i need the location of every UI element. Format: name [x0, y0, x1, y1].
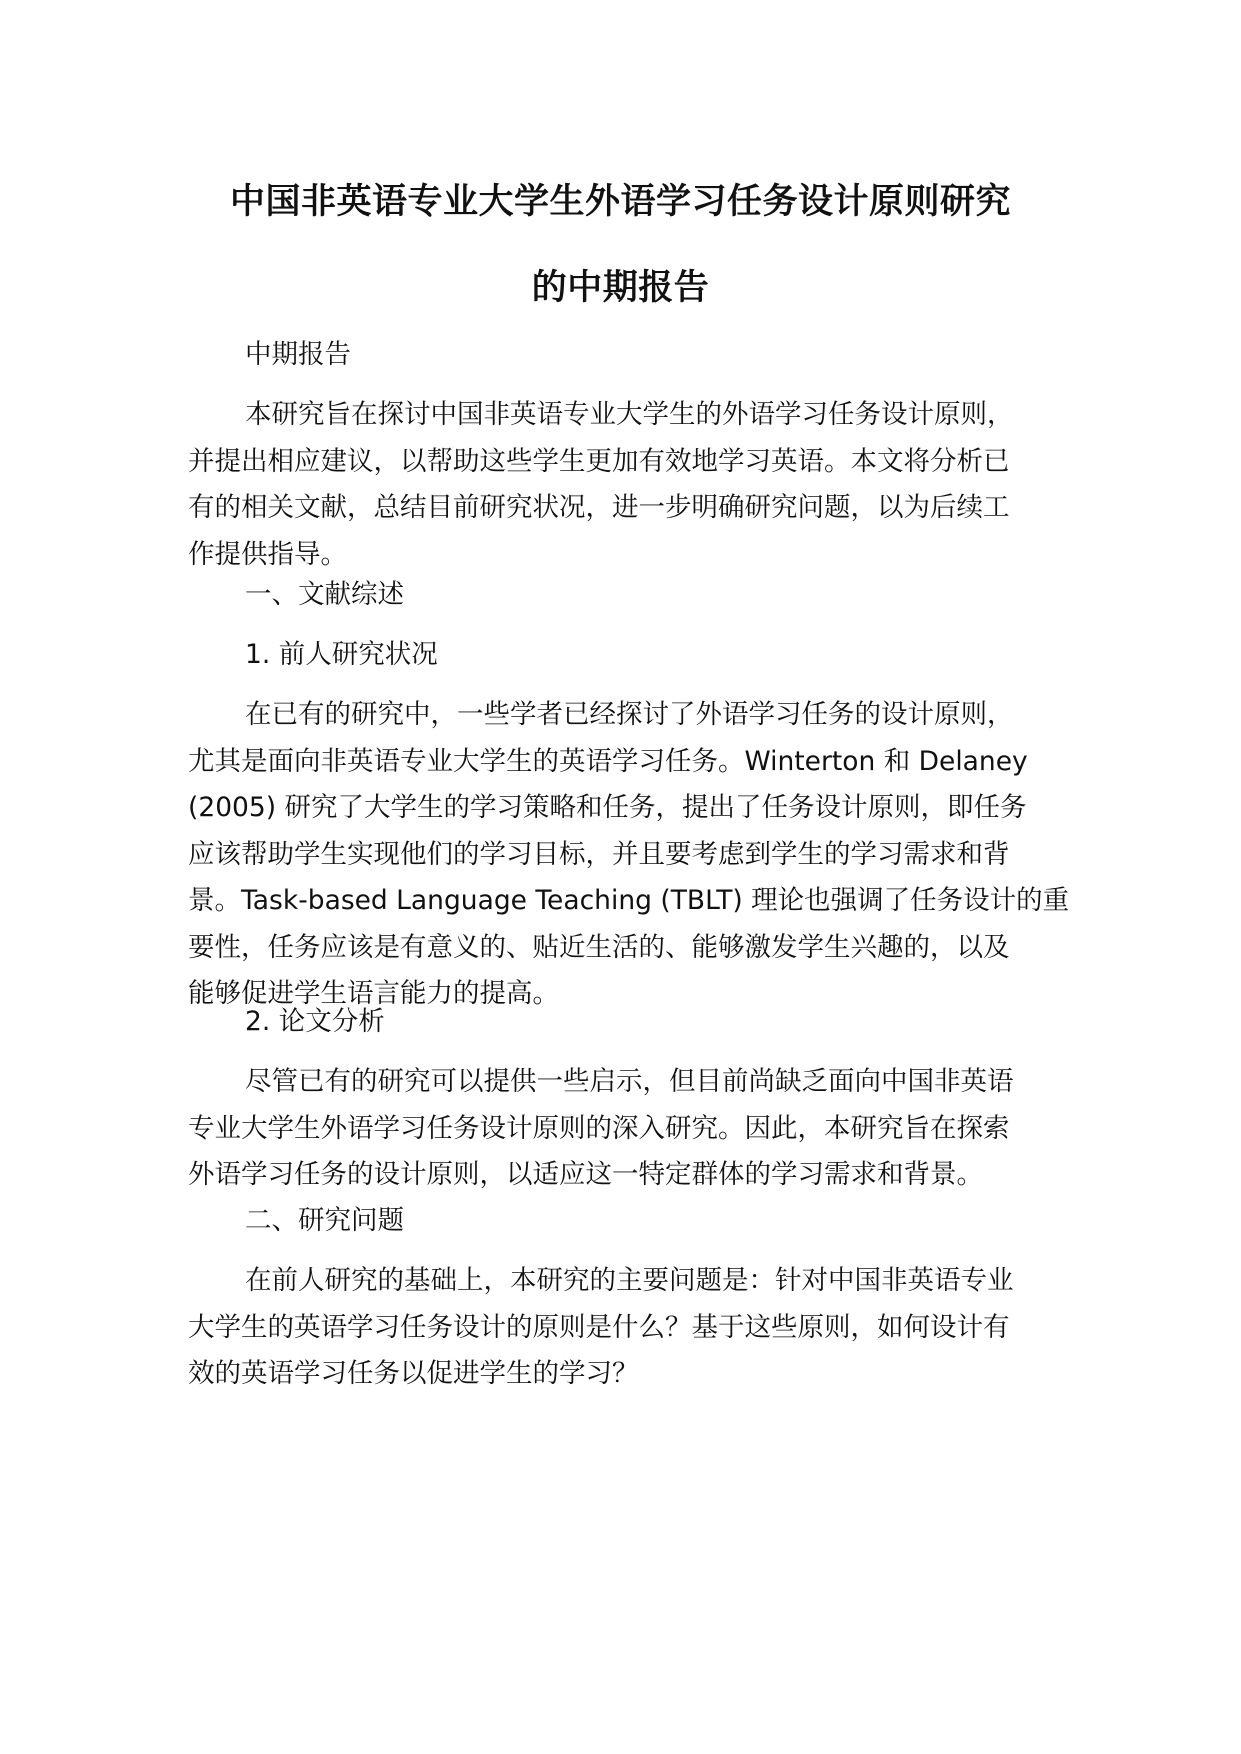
paragraph-line: 在已有的研究中，一些学者已经探讨了外语学习任务的设计原则， [245, 699, 1014, 730]
intro-paragraph [188, 392, 1056, 578]
paragraph-line: 外语学习任务的设计原则，以适应这一特定群体的学习需求和背景。 [188, 1159, 983, 1190]
section-label: 中期报告 [245, 339, 351, 370]
heading-paper-analysis: 2. 论文分析 [245, 1006, 385, 1037]
heading-prior-research: 1. 前人研究状况 [245, 639, 438, 670]
paragraph-line: 尤其是面向非英语专业大学生的英语学习任务。Winterton 和 Delaney [188, 745, 1028, 777]
heading-research-questions: 二、研究问题 [245, 1205, 404, 1236]
paragraph-line: 在前人研究的基础上，本研究的主要问题是：针对中国非英语专业 [245, 1265, 1014, 1296]
paragraph-line: 尽管已有的研究可以提供一些启示，但目前尚缺乏面向中国非英语 [245, 1066, 1014, 1097]
prior-research-paragraph [188, 692, 1070, 1018]
paragraph-line: 应该帮助学生实现他们的学习目标，并且要考虑到学生的学习需求和背 [188, 838, 1010, 870]
paragraph-line: 专业大学生外语学习任务设计原则的深入研究。因此，本研究旨在探索 [188, 1112, 1010, 1144]
paragraph-line: 并提出相应建议，以帮助这些学生更加有效地学习英语。本文将分析已 [188, 445, 1010, 477]
research-questions-paragraph [188, 1258, 1056, 1398]
paragraph-line: 本研究旨在探讨中国非英语专业大学生的外语学习任务设计原则， [245, 399, 1014, 430]
paragraph-line: 要性，任务应该是有意义的、贴近生活的、能够激发学生兴趣的，以及 [188, 931, 1010, 963]
paragraph-line: 能够促进学生语言能力的提高。 [188, 978, 559, 1009]
document-title-line-2: 的中期报告 [531, 268, 710, 308]
paragraph-line: 作提供指导。 [188, 538, 347, 570]
paragraph-line: 景。Task-based Language Teaching (TBLT) 理论也强调了任务设计的重 [188, 885, 1070, 916]
paragraph-line: 效的英语学习任务以促进学生的学习？ [188, 1358, 639, 1389]
paragraph-line: 大学生的英语学习任务设计的原则是什么？基于这些原则，如何设计有 [188, 1311, 1010, 1343]
paragraph-line: 有的相关文献，总结目前研究状况，进一步明确研究问题，以为后续工 [188, 492, 1010, 523]
paragraph-line: (2005) 研究了大学生的学习策略和任务，提出了任务设计原则，即任务 [188, 792, 1027, 823]
heading-literature-review: 一、文献综述 [245, 579, 404, 610]
document-title-line-1: 中国非英语专业大学生外语学习任务设计原则研究 [229, 182, 1011, 222]
analysis-paragraph [188, 1059, 1056, 1199]
